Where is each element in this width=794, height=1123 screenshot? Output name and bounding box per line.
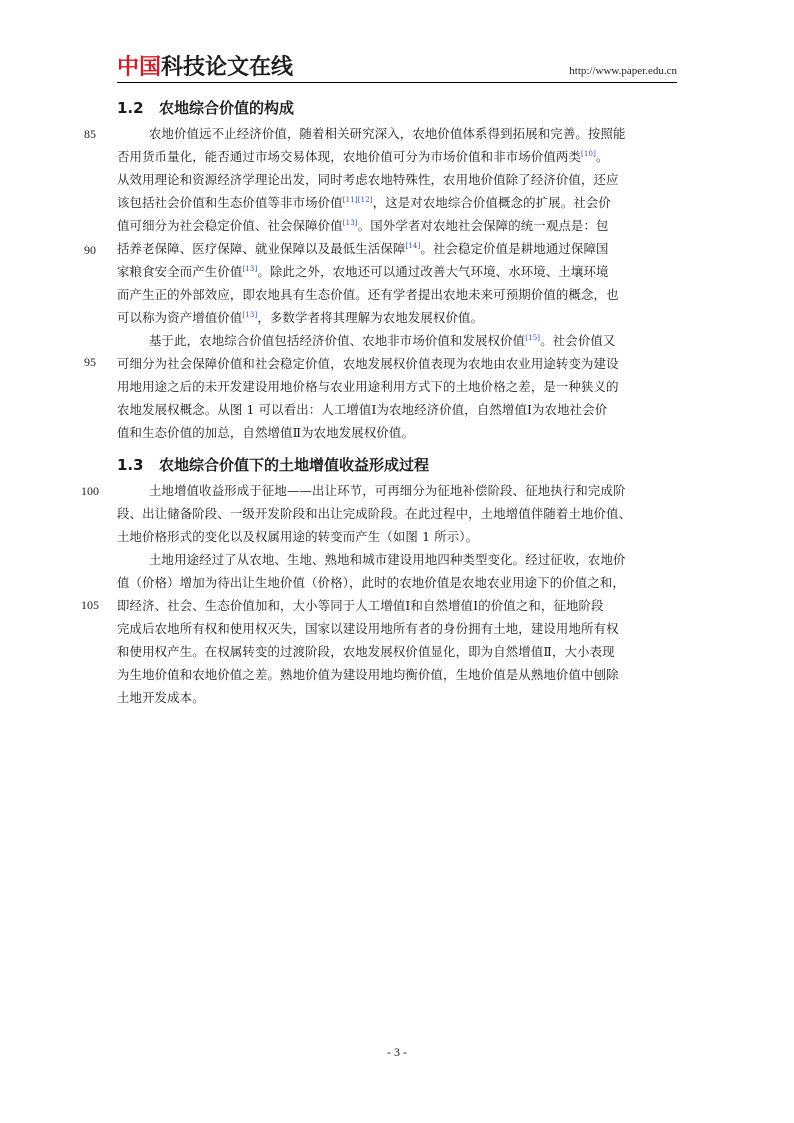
text-line: 土地价格形式的变化以及权属用途的转变而产生（如图 1 所示）。 — [117, 529, 479, 544]
text-line: 土地用途经过了从农地、生地、熟地和城市建设用地四种类型变化。经过征收，农地价 — [149, 552, 626, 567]
citation-link[interactable]: [14] — [405, 242, 421, 250]
text-line: 为生地价值和农地价值之差。熟地价值为建设用地均衡价值，生地价值是从熟地价值中刨除 — [117, 667, 619, 682]
citation-link[interactable]: [11][12] — [342, 196, 373, 204]
line-number: 85 — [84, 127, 96, 141]
text-line: 农地价值远不止经济价值，随着相关研究深入，农地价值体系得到拓展和完善。按照能 — [149, 126, 626, 141]
section-number: 1.2 — [117, 99, 144, 117]
text-line: 土地开发成本。 — [117, 690, 205, 705]
line-number: 90 — [84, 243, 96, 257]
citation-link[interactable]: [10] — [581, 150, 596, 158]
text-line: 基于此，农地综合价值包括经济价值、农地非市场价值和发展权价值[15]。社会价值又 — [149, 333, 616, 348]
section-title-text: 农地综合价值下的土地增值收益形成过程 — [159, 456, 430, 474]
text-line: 值可细分为社会稳定价值、社会保障价值[13]。国外学者对农地社会保障的统一观点是：包 — [117, 218, 609, 233]
text-line: 而产生正的外部效应，即农地具有生态价值。还有学者提出农地未来可预期价值的概念，也 — [117, 287, 619, 302]
text-line: 可细分为社会保障价值和社会稳定价值，农地发展权价值表现为农地由农业用途转变为建设 — [117, 356, 619, 371]
text-line: 农地发展权概念。从图 1 可以看出：人工增值Ⅰ为农地经济价值，自然增值Ⅰ为农地社会价 — [117, 402, 608, 417]
logo-text-dark: 科技论文在线 — [161, 55, 294, 80]
logo-text-red: 中国 — [117, 55, 162, 80]
text-line: 否用货币量化，能否通过市场交易体现，农地价值可分为市场价值和非市场价值两类[10]。 — [117, 149, 609, 164]
text-line: 值和生态价值的加总，自然增值Ⅱ为农地发展权价值。 — [117, 425, 415, 440]
citation-link[interactable]: [13] — [242, 265, 258, 273]
text-line: 土地增值收益形成于征地——出让环节，可再细分为征地补偿阶段、征地执行和完成阶 — [149, 483, 626, 498]
section-number: 1.3 — [117, 456, 144, 474]
text-line: 值（价格）增加为待出让生地价值（价格），此时的农地价值是农地农业用途下的价值之和， — [117, 575, 625, 590]
text-line: 可以称为资产增值价值[13]，多数学者将其理解为农地发展权价值。 — [117, 310, 484, 325]
citation-link[interactable]: [15] — [525, 334, 541, 342]
section-title-text: 农地综合价值的构成 — [159, 99, 295, 117]
page-header — [117, 54, 677, 84]
header-url[interactable]: http://www.paper.edu.cn — [569, 65, 677, 77]
section-heading-1-2 — [117, 98, 294, 118]
text-line: 从效用理论和资源经济学理论出发，同时考虑农地特殊性，农用地价值除了经济价值，还应 — [117, 172, 619, 187]
section-heading-1-3 — [117, 455, 429, 475]
text-line: 完成后农地所有权和使用权灭失，国家以建设用地所有者的身份拥有土地，建设用地所有权 — [117, 621, 619, 636]
text-line: 用地用途之后的未开发建设用地价格与农业用途利用方式下的土地价格之差，是一种狭义的 — [117, 379, 619, 394]
line-number: 95 — [84, 355, 96, 369]
text-line: 和使用权产生。在权属转变的过渡阶段，农地发展权价值显化，即为自然增值Ⅱ，大小表现 — [117, 644, 615, 659]
text-line: 段、出让储备阶段、一级开发阶段和出让完成阶段。在此过程中，土地增值伴随着土地价值、 — [117, 506, 632, 521]
citation-link[interactable]: [13] — [342, 219, 358, 227]
header-rule — [117, 82, 677, 83]
text-line: 家粮食安全而产生价值[13]。除此之外，农地还可以通过改善大气环境、水环境、土壤环境 — [117, 264, 609, 279]
text-line: 括养老保障、医疗保障、就业保障以及最低生活保障[14]。社会稳定价值是耕地通过保障国 — [117, 241, 609, 256]
page-number: - 3 - — [387, 1045, 407, 1059]
text-line: 即经济、社会、生态价值加和，大小等同于人工增值Ⅰ和自然增值Ⅰ的价值之和，征地阶段 — [117, 598, 604, 613]
text-line: 该包括社会价值和生态价值等非市场价值[11][12]，这是对农地综合价值概念的扩展。社会价 — [117, 195, 611, 210]
citation-link[interactable]: [13] — [242, 311, 258, 319]
line-number: 105 — [81, 598, 99, 612]
line-number: 100 — [81, 484, 99, 498]
journal-logo — [117, 54, 293, 82]
